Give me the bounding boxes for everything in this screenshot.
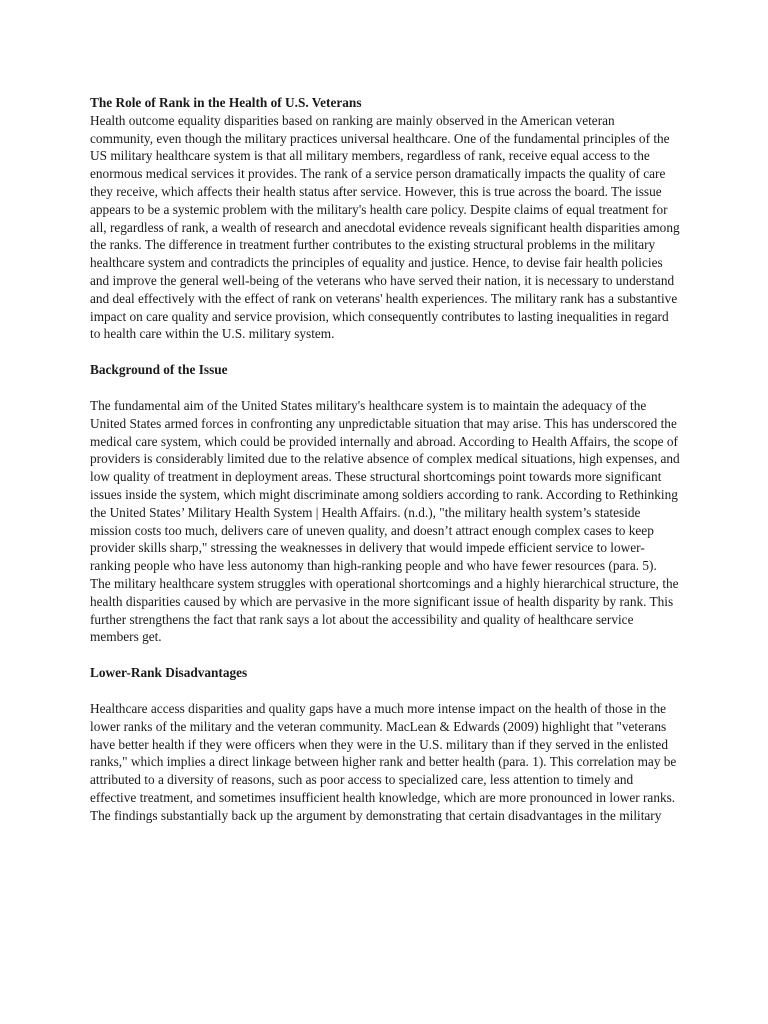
paragraph-spacer [90,379,680,397]
document-body [90,94,680,824]
section-heading-lower-rank: Lower-Rank Disadvantages [90,665,248,681]
section-heading-role-of-rank: The Role of Rank in the Health of U.S. Veterans [90,95,362,110]
paragraph-lower-rank: Healthcare access disparities and quality gaps have a much more intense impact on the health of those in the lower ranks of the military and the veteran community. MacLean & Edwards (2009) highlight that "veterans have better health if they were officers when they were in the U.S. military than if they served in the enlisted ranks," which implies a direct linkage between higher rank and better health (para. 1). This correlation may be attributed to a diversity of reasons, such as poor access to specialized care, less attention to timely and effective treatment, and sometimes insufficient health knowledge, which are more pronounced in lower ranks. The findings substantially back up the argument by demonstrating that certain disadvantages in the military [90,700,677,823]
paragraph-introduction: Health outcome equality disparities based on ranking are mainly observed in the American veteran community, even though the military practices universal healthcare. One of the fundamental principles of the US military healthcare system is that all military members, regardless of rank, receive equal access to the enormous medical services it provides. The rank of a service person dramatically impacts the quality of care they receive, which affects their health status after service. However, this is true across the board. The issue appears to be a systemic problem with the military's health care policy. Despite claims of equal treatment for all, regardless of rank, a wealth of research and anecdotal evidence reveals significant health disparities among the ranks. The difference in treatment further contributes to the existing structural problems in the military healthcare system and contradicts the principles of equality and justice. Hence, to devise fair health policies and improve the general well-being of the veterans who have served their nation, it is necessary to understand and deal effectively with the effect of rank on veterans' health experiences. The military rank has a substantive impact on care quality and service provision, which consequently contributes to lasting inequalities in regard to health care within the U.S. military system. [90,112,680,342]
paragraph-spacer [90,682,680,700]
paragraph-background: The fundamental aim of the United States military's healthcare system is to maintain the adequacy of the United States armed forces in confronting any unpredictable situation that may arise. This has underscored the medical care system, which could be provided internally and abroad. According to Health Affairs, the scope of providers is considerably limited due to the relative absence of complex medical situations, high expenses, and low quality of treatment in deployment areas. These structural shortcomings point towards more significant issues inside the system, which might discriminate among soldiers according to rank. According to Rethinking the United States’ Military Health System | Health Affairs. (n.d.), "the military health system’s stateside mission costs too much, delivers care of uneven quality, and doesn’t attract enough complex cases to keep provider skills sharp," stressing the weaknesses in delivery that would impede efficient service to lower-ranking people who have less autonomy than high-ranking people and who have fewer resources (para. 5). The military healthcare system struggles with operational shortcomings and a highly hierarchical structure, the health disparities caused by which are pervasive in the more significant issue of health disparity by rank. This further strengthens the fact that rank says a lot about the accessibility and quality of healthcare service members get. [90,397,680,645]
section-heading-background: Background of the Issue [90,362,228,378]
paragraph-spacer [90,646,680,664]
paragraph-spacer [90,343,680,361]
